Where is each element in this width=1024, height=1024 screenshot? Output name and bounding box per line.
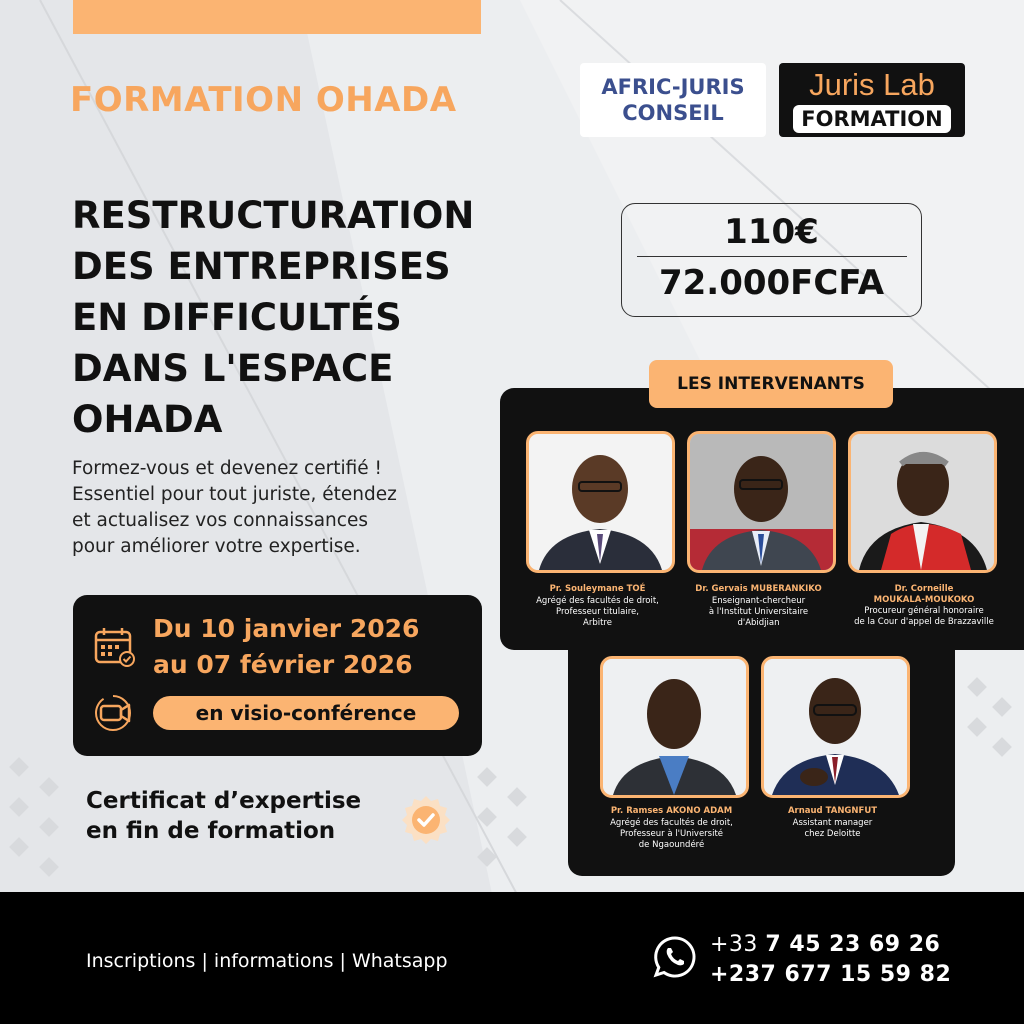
price-divider bbox=[637, 256, 907, 257]
speaker-photo-moukala bbox=[848, 431, 997, 573]
speaker-role-moukala bbox=[836, 606, 1012, 628]
speakers-heading: LES INTERVENANTS bbox=[649, 360, 893, 408]
phone-prefix: +33 bbox=[710, 932, 766, 957]
certificate-line: Certificat d’expertise bbox=[86, 788, 362, 814]
speaker-name-line: Dr. Corneille bbox=[894, 584, 954, 594]
speaker-name-tangnfut: Arnaud TANGNFUT bbox=[787, 806, 878, 816]
visio-conference-badge: en visio-conférence bbox=[153, 696, 459, 730]
speaker-photo-muberankiko bbox=[687, 431, 836, 573]
phone-number-cameroon[interactable]: +237 677 15 59 82 bbox=[710, 962, 952, 987]
certificate-line: en fin de formation bbox=[86, 818, 336, 844]
speaker-role-line: Agrégé des facultés de droit, bbox=[536, 596, 659, 606]
speaker-role-akono bbox=[590, 818, 753, 851]
afric-juris-logo bbox=[580, 63, 766, 137]
speaker-name-line: MOUKALA-MOUKOKO bbox=[873, 595, 975, 605]
speaker-role-line: Procureur général honoraire bbox=[864, 606, 984, 616]
main-title-line: OHADA bbox=[72, 398, 223, 441]
main-title-line: DES ENTREPRISES bbox=[72, 245, 451, 288]
price-fcfa: 72.000FCFA bbox=[658, 263, 885, 303]
speaker-name-akono: Pr. Ramses AKONO ADAM bbox=[610, 806, 733, 816]
main-title-line: EN DIFFICULTÉS bbox=[72, 296, 402, 339]
description-line: Formez-vous et devenez certifié ! bbox=[72, 458, 382, 479]
top-accent-bar bbox=[73, 0, 481, 34]
phone-digits: 7 45 23 69 26 bbox=[765, 932, 941, 957]
speaker-name-moukala bbox=[836, 584, 1012, 606]
certificate-text bbox=[86, 786, 361, 846]
description-line: et actualisez vos connaissances bbox=[72, 510, 368, 531]
speaker-role-line: Enseignant-chercheur bbox=[711, 596, 806, 606]
main-title-line: RESTRUCTURATION bbox=[72, 194, 475, 237]
date-start: Du 10 janvier 2026 bbox=[153, 614, 420, 643]
footer bbox=[0, 892, 1024, 1024]
calendar-icon bbox=[93, 625, 137, 673]
speaker-role-line: Professeur à l'Université bbox=[619, 829, 724, 839]
speaker-role-toe bbox=[516, 596, 679, 629]
speaker-role-line: de la Cour d'appel de Brazzaville bbox=[854, 617, 994, 627]
description bbox=[72, 456, 492, 560]
speaker-photo-tangnfut bbox=[761, 656, 910, 798]
speaker-role-line: d'Abidjian bbox=[737, 618, 780, 628]
juris-lab-logo-line1: Juris Lab bbox=[809, 66, 935, 102]
main-title-line: DANS L'ESPACE bbox=[72, 347, 394, 390]
description-line: Essentiel pour tout juriste, étendez bbox=[72, 484, 397, 505]
phone-number-france[interactable] bbox=[710, 932, 940, 957]
speaker-photo-toe bbox=[526, 431, 675, 573]
certificate-badge-icon bbox=[400, 794, 452, 850]
speaker-role-line: à l'Institut Universitaire bbox=[708, 607, 809, 617]
date-end: au 07 février 2026 bbox=[153, 650, 413, 679]
speaker-role-line: Assistant manager bbox=[792, 818, 873, 828]
speaker-role-line: Arbitre bbox=[583, 618, 612, 628]
speaker-role-line: Professeur titulaire, bbox=[556, 607, 639, 617]
afric-juris-logo-line2: CONSEIL bbox=[622, 101, 724, 125]
price-eur: 110€ bbox=[724, 212, 819, 252]
description-line: pour améliorer votre expertise. bbox=[72, 536, 361, 557]
speaker-name-muberankiko: Dr. Gervais MUBERANKIKO bbox=[695, 584, 822, 594]
speaker-role-line: de Ngaoundéré bbox=[638, 840, 705, 850]
afric-juris-logo-line1: AFRIC-JURIS bbox=[601, 75, 745, 99]
date-box bbox=[73, 595, 482, 756]
formation-title: FORMATION OHADA bbox=[70, 80, 457, 120]
speaker-photo-akono bbox=[600, 656, 749, 798]
speaker-role-line: Agrégé des facultés de droit, bbox=[610, 818, 733, 828]
juris-lab-logo bbox=[779, 63, 965, 137]
speaker-name-toe: Pr. Souleymane TOÉ bbox=[549, 584, 646, 594]
whatsapp-icon[interactable] bbox=[652, 934, 698, 984]
main-title bbox=[72, 190, 502, 445]
speaker-role-muberankiko bbox=[677, 596, 840, 629]
date-range bbox=[153, 611, 419, 683]
video-camera-icon bbox=[93, 693, 137, 737]
juris-lab-logo-line2: FORMATION bbox=[793, 105, 950, 133]
speaker-role-line: chez Deloitte bbox=[804, 829, 861, 839]
footer-contact-label: Inscriptions | informations | Whatsapp bbox=[86, 950, 448, 972]
price-box bbox=[621, 203, 922, 317]
speaker-role-tangnfut bbox=[751, 818, 914, 840]
